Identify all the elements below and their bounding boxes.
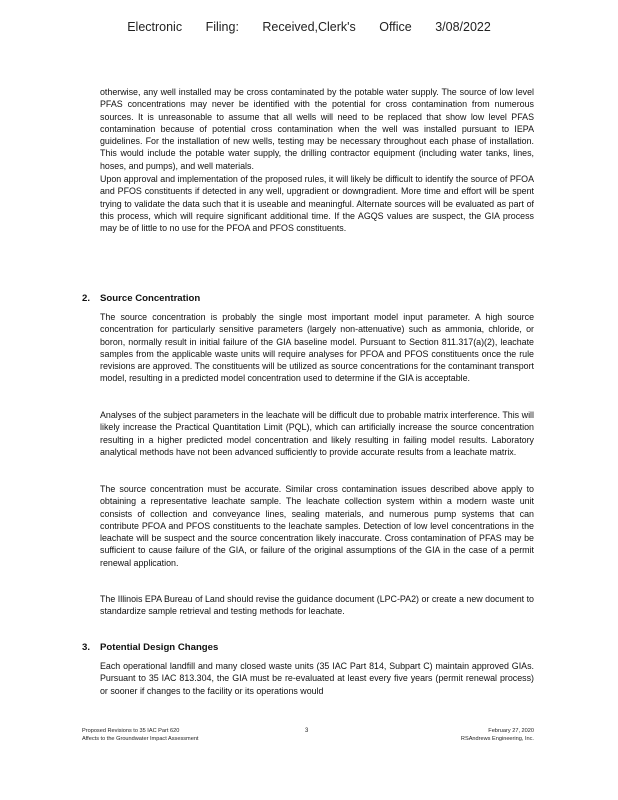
section-3-paragraph-1 <box>100 660 534 697</box>
paragraph: Upon approval and implementation of the proposed rules, it will likely be difficult to identify the source of PFOA and PFOS constituents if detected in any well, upgradient or downgradient. More time and effort will be spent trying to validate the data such that it is useable and meaningful. Alternate sources will be evaluated as part of this process, which will require significant additional time. If the AGQS values are suspect, the GIA process may be of little to no use for the PFOA and PFOS constituents. <box>100 174 534 234</box>
footer-left <box>82 728 199 743</box>
page-number: 3 <box>305 728 309 734</box>
section-2-heading <box>82 293 200 304</box>
paragraph: Analyses of the subject parameters in the leachate will be difficult due to probable matrix interference. This will likely increase the Practical Quantitation Limit (PQL), which can artificially increase the source concentration resulting in a higher predicted model concentration and likely resulting in failing model results. Laboratory analytical methods have not been advanced sufficiently to provide accurate results from a leachate matrix. <box>100 410 534 457</box>
paragraph: otherwise, any well installed may be cross contaminated by the potable water supply. The source of low level PFAS concentrations may never be identified with the potential for cross contamination from numerous sources. It is unreasonable to assume that all wells will need to be replaced that show low level PFAS contamination because of potential cross contamination when the well was installed pursuant to IEPA guidelines. For the installation of new wells, testing may be necessary throughout each phase of installation. This would include the potable water supply, the drilling contractor equipment (including water tanks, lines, hoses, and pumps), and well materials. <box>100 87 534 171</box>
intro-paragraph-1 <box>100 86 534 172</box>
paragraph: Each operational landfill and many closed waste units (35 IAC Part 814, Subpart C) maintain approved GIAs. Pursuant to 35 IAC 813.304, the GIA must be re-evaluated at least every five years (permit renewal process) or sooner if changes to the facility or its operations would <box>100 661 534 696</box>
section-number: 2. <box>82 293 91 304</box>
section-number: 3. <box>82 642 91 653</box>
stamp-date: 3/08/2022 <box>435 20 491 34</box>
stamp-received: Received,Clerk's <box>262 20 356 34</box>
paragraph: The source concentration must be accurate. Similar cross contamination issues described above apply to obtaining a representative leachate sample. The leachate collection system within a modern waste unit consists of collection and conveyance lines, sealing materials, and numerous pump systems that can contribute PFOA and PFOS constituents to the leachate samples. Detection of low level concentrations in the leachate will be suspect and the source concentration likely inaccurate. Cross contamination of PFAS may be sufficient to cause failure of the GIA, or failure of the original assumptions of the GIA in the case of a permit renewal application. <box>100 484 534 568</box>
section-title: Source Concentration <box>100 293 201 304</box>
intro-paragraph-2 <box>100 173 534 234</box>
paragraph: The Illinois EPA Bureau of Land should revise the guidance document (LPC-PA2) or create a new document to standardize sample retrieval and testing methods for leachate. <box>100 594 534 617</box>
section-2-paragraph-1 <box>100 311 534 385</box>
footer-date: February 27, 2020 <box>488 728 534 734</box>
stamp-electronic: Electronic <box>127 20 183 34</box>
paragraph: The source concentration is probably the single most important model input parameter. A high source concentration for particularly sensitive parameters (largely non-attenuative) such as ammonia, chloride, or boron, normally result in initial failure of the GIA baseline model. Pursuant to Section 811.317(a)(2), leachate samples from the applicable waste units will require analyses for PFOA and PFOS constituents once the rule revisions are approved. The constituents will be utilized as source concentrations for the contaminant transport model, resulting in a predicted model concentration used to determine if the GIA is acceptable. <box>100 312 534 384</box>
stamp-filing: Filing: <box>205 20 239 34</box>
footer-doc-title: Proposed Revisions to 35 IAC Part 620 <box>82 728 180 734</box>
section-2-paragraph-2 <box>100 409 534 458</box>
section-title: Potential Design Changes <box>100 642 219 653</box>
section-2-paragraph-4 <box>100 593 534 618</box>
filing-stamp <box>0 20 618 34</box>
footer-company: RSAndrews Engineering, Inc. <box>460 735 534 742</box>
footer-doc-subtitle: Affects to the Groundwater Impact Assessment <box>82 735 199 742</box>
footer-right <box>461 728 534 743</box>
section-3-heading <box>82 642 218 653</box>
section-2-paragraph-3 <box>100 483 534 569</box>
stamp-office: Office <box>379 20 412 34</box>
